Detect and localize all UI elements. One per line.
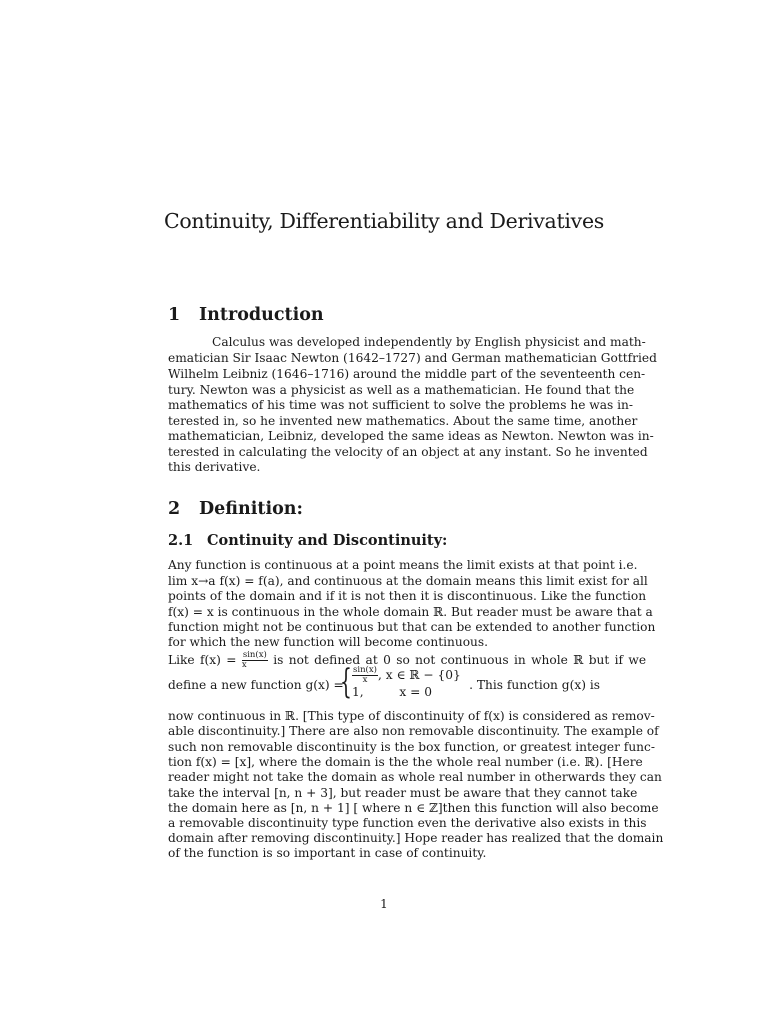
document-title: Continuity, Differentiability and Derivatives [163,209,604,233]
like-text-after: is not defined at 0 so not continuous in whole ℝ but if we [273,653,647,667]
section-number: 2 [168,499,181,519]
intro-line: mathematician, Leibniz, developed the same ideas as Newton. Newton was in- [168,429,654,443]
intro-line: tury. Newton was a physicist as well as a mathematician. He found that the [168,383,635,397]
paragraph-line: function might not be continuous but that can be extended to another function [168,620,656,634]
piecewise-definition-line [168,662,600,705]
section-title: Definition: [199,499,303,519]
subsection-title: Continuity and Discontinuity: [207,532,448,549]
case-one-condition: , x ∈ ℝ − {0} [377,668,461,682]
intro-line: terested in, so he invented new mathematics. About the same time, another [168,414,638,428]
page-number: 1 [380,897,388,911]
paragraph-line: Any function is continuous at a point means the limit exists at that point i.e. [168,558,638,572]
intro-line: Wilhelm Leibniz (1646–1716) around the middle part of the seventeenth cen- [168,367,646,381]
paragraph-line: of the function is so important in case of continuity. [168,846,487,860]
fraction-numerator: sin(x) [353,665,377,675]
fraction-numerator: sin(x) [242,650,267,660]
section-number: 1 [168,305,181,325]
paragraph-line: reader might not take the domain as whole real number in otherwards they can [168,770,662,784]
intro-line: Calculus was developed independently by English physicist and math- [212,335,646,349]
intro-line: ematician Sir Isaac Newton (1642–1727) and German mathematician Gottfried [168,351,657,365]
like-text-before: Like f(x) = [168,653,237,667]
case-two-condition: x = 0 [399,685,432,699]
intro-line: terested in calculating the velocity of an object at any instant. So he invented [168,445,648,459]
section-title: Introduction [199,305,324,325]
fraction-denominator: x [241,660,247,670]
case-two [352,685,432,701]
paragraph-line: points of the domain and if it is not then it is discontinuous. Like the function [168,589,647,603]
case-one [352,666,461,685]
subsection-number: 2.1 [168,532,194,549]
section-heading-definition [168,498,303,520]
intro-line: this derivative. [168,460,261,474]
define-text-before: define a new function g(x) = [168,678,344,692]
paragraph-line: f(x) = x is continuous in the whole domain ℝ. But reader must be aware that a [168,605,653,619]
fraction-denominator: x [362,675,368,685]
paragraph-line: the domain here as [n, n + 1] [ where n ∈ ℤ]then this function will also become [168,801,659,815]
subsection-heading [168,531,447,551]
paragraph-line: take the interval [n, n + 3], but reader must be aware that they cannot take [168,786,638,800]
paragraph-line: a removable discontinuity type function even the derivative also exists in this [168,816,647,830]
define-text-after: . This function g(x) is [469,678,600,692]
fraction [352,666,378,685]
paragraph-line: now continuous in ℝ. [This type of discontinuity of f(x) is considered as remov- [168,709,655,723]
section-heading-introduction [168,304,324,326]
paragraph-line: such non removable discontinuity is the box function, or greatest integer func- [168,740,655,754]
case-two-value: 1, [352,685,364,699]
paragraph-line: tion f(x) = [x], where the domain is the the whole real number (i.e. ℝ). [Here [168,755,643,769]
left-brace: { [340,662,352,702]
paragraph-line: lim x→a f(x) = f(a), and continuous at the domain means this limit exist for all [168,574,648,588]
paragraph-line: able discontinuity.] There are also non removable discontinuity. The example of [168,724,659,738]
paragraph-line: domain after removing discontinuity.] Hope reader has realized that the domain [168,831,664,845]
intro-line: mathematics of his time was not sufficient to solve the problems he was in- [168,398,633,412]
paragraph-line: for which the new function will become continuous. [168,635,489,649]
